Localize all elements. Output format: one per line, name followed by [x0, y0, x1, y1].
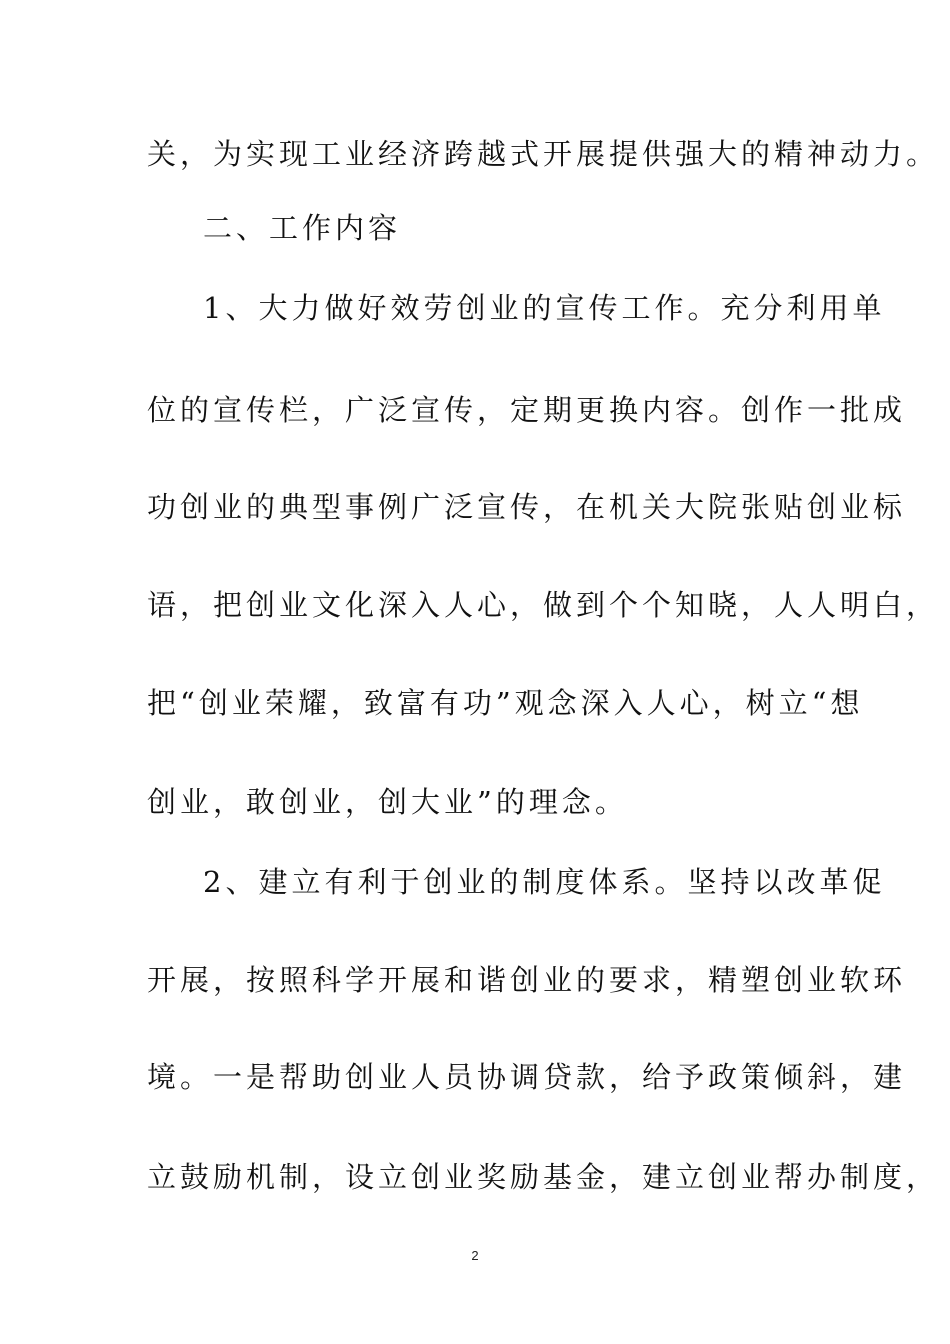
text-line: 功创业的典型事例广泛宣传，在机关大院张贴创业标 — [147, 490, 907, 524]
text-line: 位的宣传栏，广泛宣传，定期更换内容。创作一批成 — [147, 393, 907, 427]
text-line: 1、大力做好效劳创业的宣传工作。充分利用单 — [203, 291, 886, 325]
section-heading: 二、工作内容 — [203, 211, 402, 245]
page-number: 2 — [471, 1248, 479, 1263]
text-line: 2、建立有利于创业的制度体系。坚持以改革促 — [203, 865, 886, 899]
text-line: 语，把创业文化深入人心，做到个个知晓，人人明白， — [147, 588, 940, 622]
text-line: 境。一是帮助创业人员协调贷款，给予政策倾斜，建 — [147, 1060, 907, 1094]
text-line: 创业，敢创业，创大业”的理念。 — [147, 785, 628, 819]
text-line: 立鼓励机制，设立创业奖励基金，建立创业帮办制度， — [147, 1160, 940, 1194]
text-line: 把“创业荣耀，致富有功”观念深入人心，树立“想 — [147, 686, 864, 720]
text-line: 关，为实现工业经济跨越式开展提供强大的精神动力。 — [147, 137, 940, 171]
text-line: 开展，按照科学开展和谐创业的要求，精塑创业软环 — [147, 963, 907, 997]
